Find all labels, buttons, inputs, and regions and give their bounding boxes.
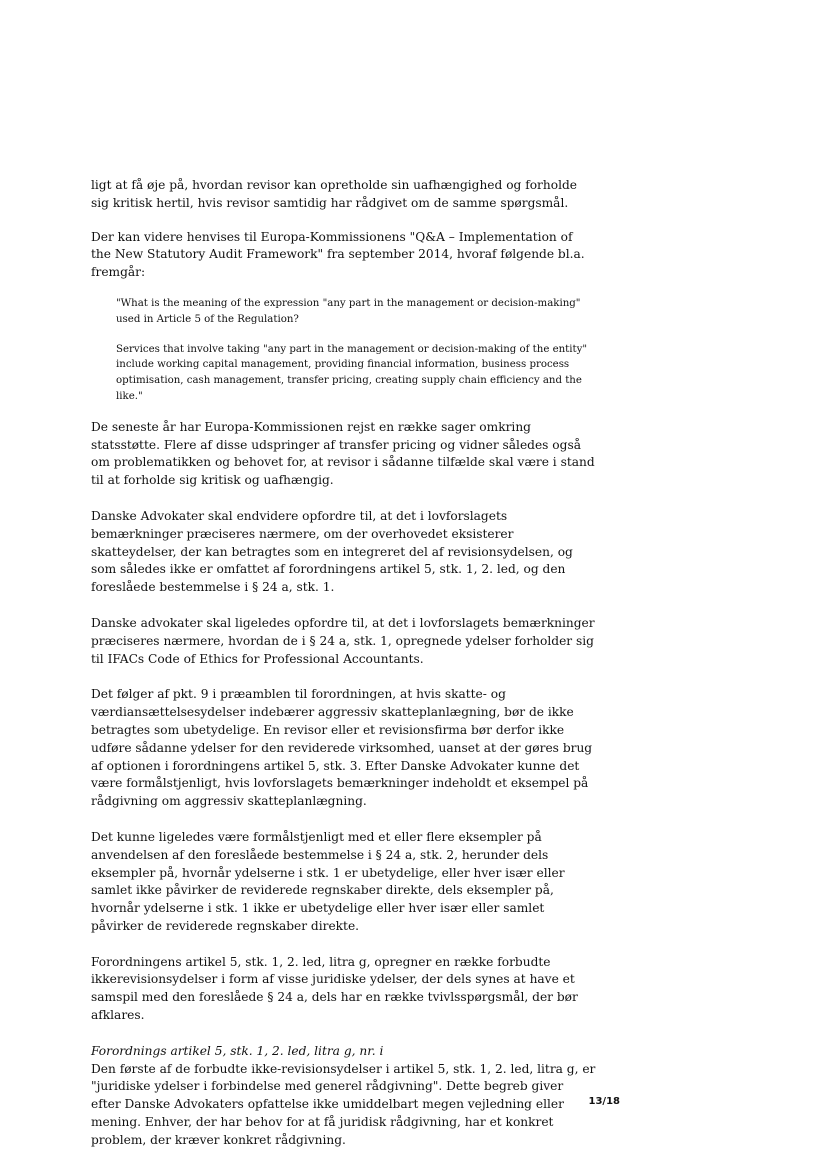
paragraph-intro: ligt at få øje på, hvordan revisor kan opretholde sin uafhængighed og forholde sig kritisk hertil, hvis revisor samtidig har rådgivet om de samme spørgsmål.	[91, 178, 577, 210]
block-quote	[116, 296, 596, 405]
section-subheading: Forordnings artikel 5, stk. 1, 2. led, litra g, nr. i	[91, 1043, 384, 1058]
paragraph-legal-services: Forordningens artikel 5, stk. 1, 2. led, litra g, opregner en række forbudte ikkerevisionsydelser i form af visse juridiske ydelser, der dels synes at have et samspil med den foreslåede § 24 a, dels har en række tvivlsspørgsmål, der bør afklares.	[91, 954, 578, 1023]
paragraph-examples: Det kunne ligeledes være formålstjenligt med et eller flere eksempler på anvendelsen af den foreslåede bestemmelse i § 24 a, stk. 2, herunder dels eksempler på, hvornår ydelserne i stk. 1 er ubetydelige, eller hver især eller samlet ikke påvirker de reviderede regnskaber direkte, dels eksempler på, hvornår ydelserne i stk. 1 ikke er ubetydelige eller hver især eller samlet påvirker de reviderede regnskaber direkte.	[91, 829, 565, 933]
paragraph-tax-services: Danske Advokater skal endvidere opfordre til, at det i lovforslagets bemærkninger præciseres nærmere, om der overhovedet eksisterer skatteydelser, der kan betragtes som en integreret del af revisionsydelsen, og som således ikke er omfattet af forordningens artikel 5, stk. 1, 2. led, og den foreslåede bestemmelse i § 24 a, stk. 1.	[91, 508, 573, 595]
paragraph-reference: Der kan videre henvises til Europa-Kommissionens "Q&A – Implementation of the New Statutory Audit Framework" fra september 2014, hvoraf følgende bl.a. fremgår:	[91, 229, 585, 280]
quote-question: "What is the meaning of the expression "any part in the management or decision-making" used in Article 5 of the Regulation?	[116, 297, 581, 325]
paragraph-ifac: Danske advokater skal ligeledes opfordre til, at det i lovforslagets bemærkninger præciseres nærmere, hvordan de i § 24 a, stk. 1, opregnede ydelser forholder sig til IFACs Code of Ethics for Professional Accountants.	[91, 615, 595, 666]
document-body	[91, 177, 596, 1150]
quote-answer: Services that involve taking "any part in the management or decision-making of the entity" include working capital management, providing financial information, business process optimisation, cash management, transfer pricing, creating supply chain efficiency and the like."	[116, 343, 588, 402]
page-number: 13/18	[588, 1096, 620, 1107]
paragraph-state-aid: De seneste år har Europa-Kommissionen rejst en række sager omkring statsstøtte. Flere af disse udspringer af transfer pricing og vidner således også om problematikken og behovet for, at revisor i sådanne tilfælde skal være i stand til at forholde sig kritisk og uafhængig.	[91, 419, 595, 488]
paragraph-general-advice: Den første af de forbudte ikke-revisionsydelser i artikel 5, stk. 1, 2. led, litra g, er "juridiske ydelser i forbindelse med generel rådgivning". Dette begreb giver efter Danske Advokaters opfattelse ikke umiddelbart megen vejledning eller mening. Enhver, der har behov for at få juridisk rådgivning, har et konkret problem, der kræver konkret rådgivning.	[91, 1061, 596, 1147]
paragraph-aggressive-tax: Det følger af pkt. 9 i præamblen til forordningen, at hvis skatte- og værdiansættelsesydelser indebærer aggressiv skatteplanlægning, bør de ikke betragtes som ubetydelige. En revisor eller et revisionsfirma bør derfor ikke udføre sådanne ydelser for den reviderede virksomhed, uanset at der gøres brug af optionen i forordningens artikel 5, stk. 3. Efter Danske Advokater kunne det være formålstjenligt, hvis lovforslagets bemærkninger indeholdt et eksempel på rådgivning om aggressiv skatteplanlægning.	[91, 687, 593, 809]
